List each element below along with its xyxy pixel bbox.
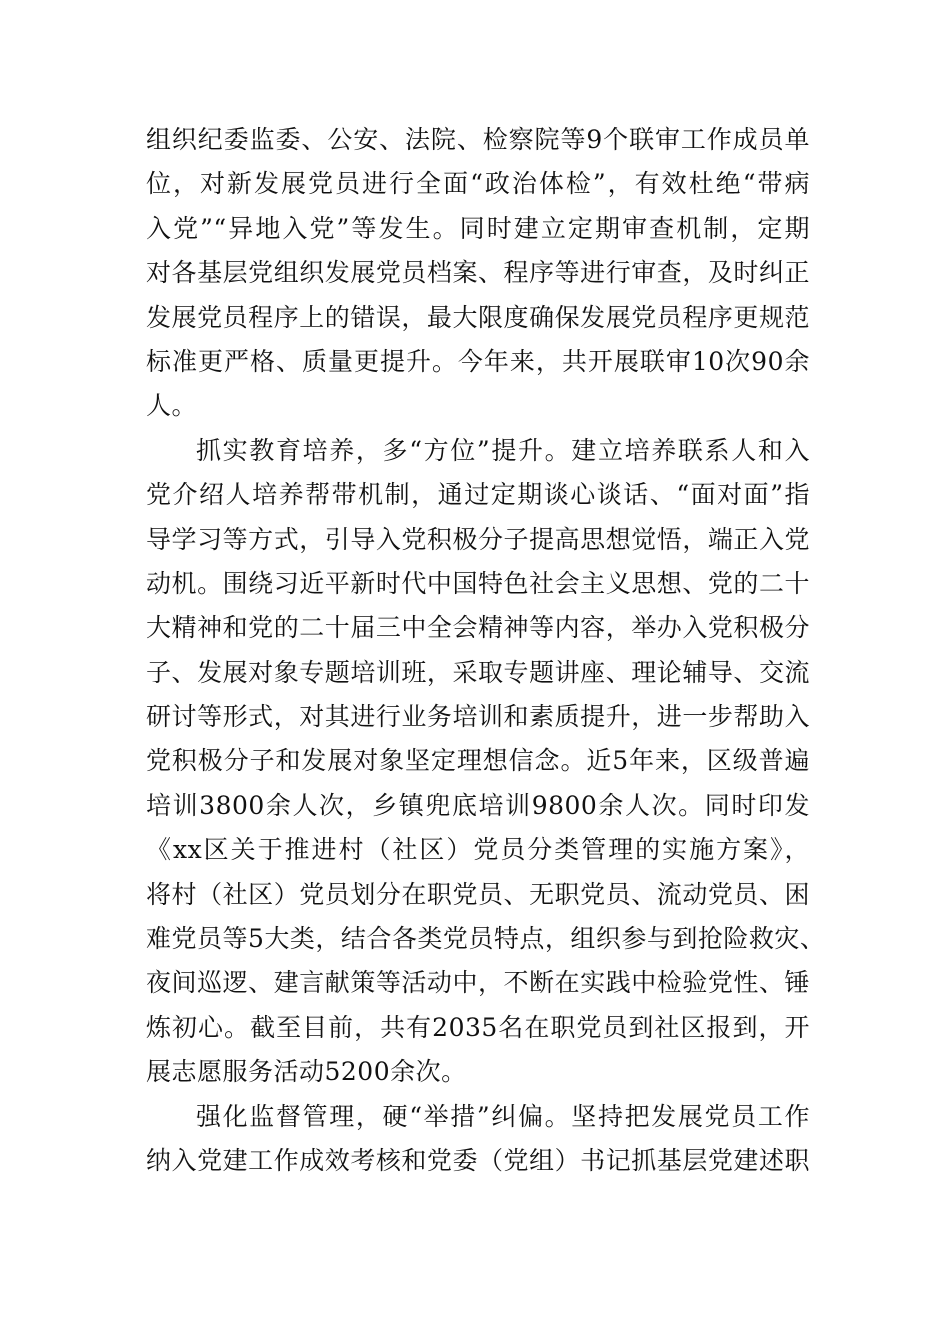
paragraph-line: 标准更严格、质量更提升。今年来，共开展联审10次90余 (146, 346, 810, 376)
paragraph-education-training (146, 429, 826, 1095)
paragraph-line: 纳入党建工作成效考核和党委（党组）书记抓基层党建述职 (146, 1145, 810, 1175)
paragraph-line: 对各基层党组织发展党员档案、程序等进行审查，及时纠正 (146, 258, 810, 288)
document-body (146, 118, 826, 1183)
paragraph-line: 夜间巡逻、建言献策等活动中，不断在实践中检验党性、锤 (146, 968, 810, 998)
paragraph-line: 炼初心。截至目前，共有2035名在职党员到社区报到，开 (146, 1012, 810, 1042)
paragraph-line: 强化监督管理，硬“举措”纠偏。坚持把发展党员工作 (196, 1101, 810, 1131)
paragraph-line: 人。 (146, 391, 198, 421)
paragraph-line: 党介绍人培养帮带机制，通过定期谈心谈话、“面对面”指 (146, 480, 810, 510)
paragraph-line: 难党员等5大类，结合各类党员特点，组织参与到抢险救灾、 (146, 924, 826, 954)
paragraph-line: 培训3800余人次，乡镇兜底培训9800余人次。同时印发 (146, 790, 810, 820)
paragraph-supervision-management (146, 1095, 810, 1184)
paragraph-line: 入党”“异地入党”等发生。同时建立定期审查机制，定期 (146, 213, 810, 243)
paragraph-line: 子、发展对象专题培训班，采取专题讲座、理论辅导、交流 (146, 657, 810, 687)
paragraph-line: 研讨等形式，对其进行业务培训和素质提升，进一步帮助入 (146, 702, 810, 732)
paragraph-line: 发展党员程序上的错误，最大限度确保发展党员程序更规范 (146, 302, 810, 332)
paragraph-line: 组织纪委监委、公安、法院、检察院等9个联审工作成员单 (146, 125, 810, 154)
paragraph-line: 展志愿服务活动5200余次。 (146, 1057, 467, 1087)
paragraph-line: 动机。围绕习近平新时代中国特色社会主义思想、党的二十 (146, 568, 810, 598)
paragraph-line: 抓实教育培养，多“方位”提升。建立培养联系人和入 (196, 435, 810, 465)
paragraph-line: 大精神和党的二十届三中全会精神等内容，举办入党积极分 (146, 613, 810, 643)
paragraph-line: 位，对新发展党员进行全面“政治体检”，有效杜绝“带病 (146, 169, 810, 199)
paragraph-line: 将村（社区）党员划分在职党员、无职党员、流动党员、困 (146, 879, 810, 909)
paragraph-line: 导学习等方式，引导入党积极分子提高思想觉悟，端正入党 (146, 524, 810, 554)
paragraph-line: 《xx区关于推进村（社区）党员分类管理的实施方案》， (146, 835, 810, 865)
paragraph-joint-review (146, 118, 810, 429)
paragraph-line: 党积极分子和发展对象坚定理想信念。近5年来，区级普遍 (146, 746, 810, 776)
